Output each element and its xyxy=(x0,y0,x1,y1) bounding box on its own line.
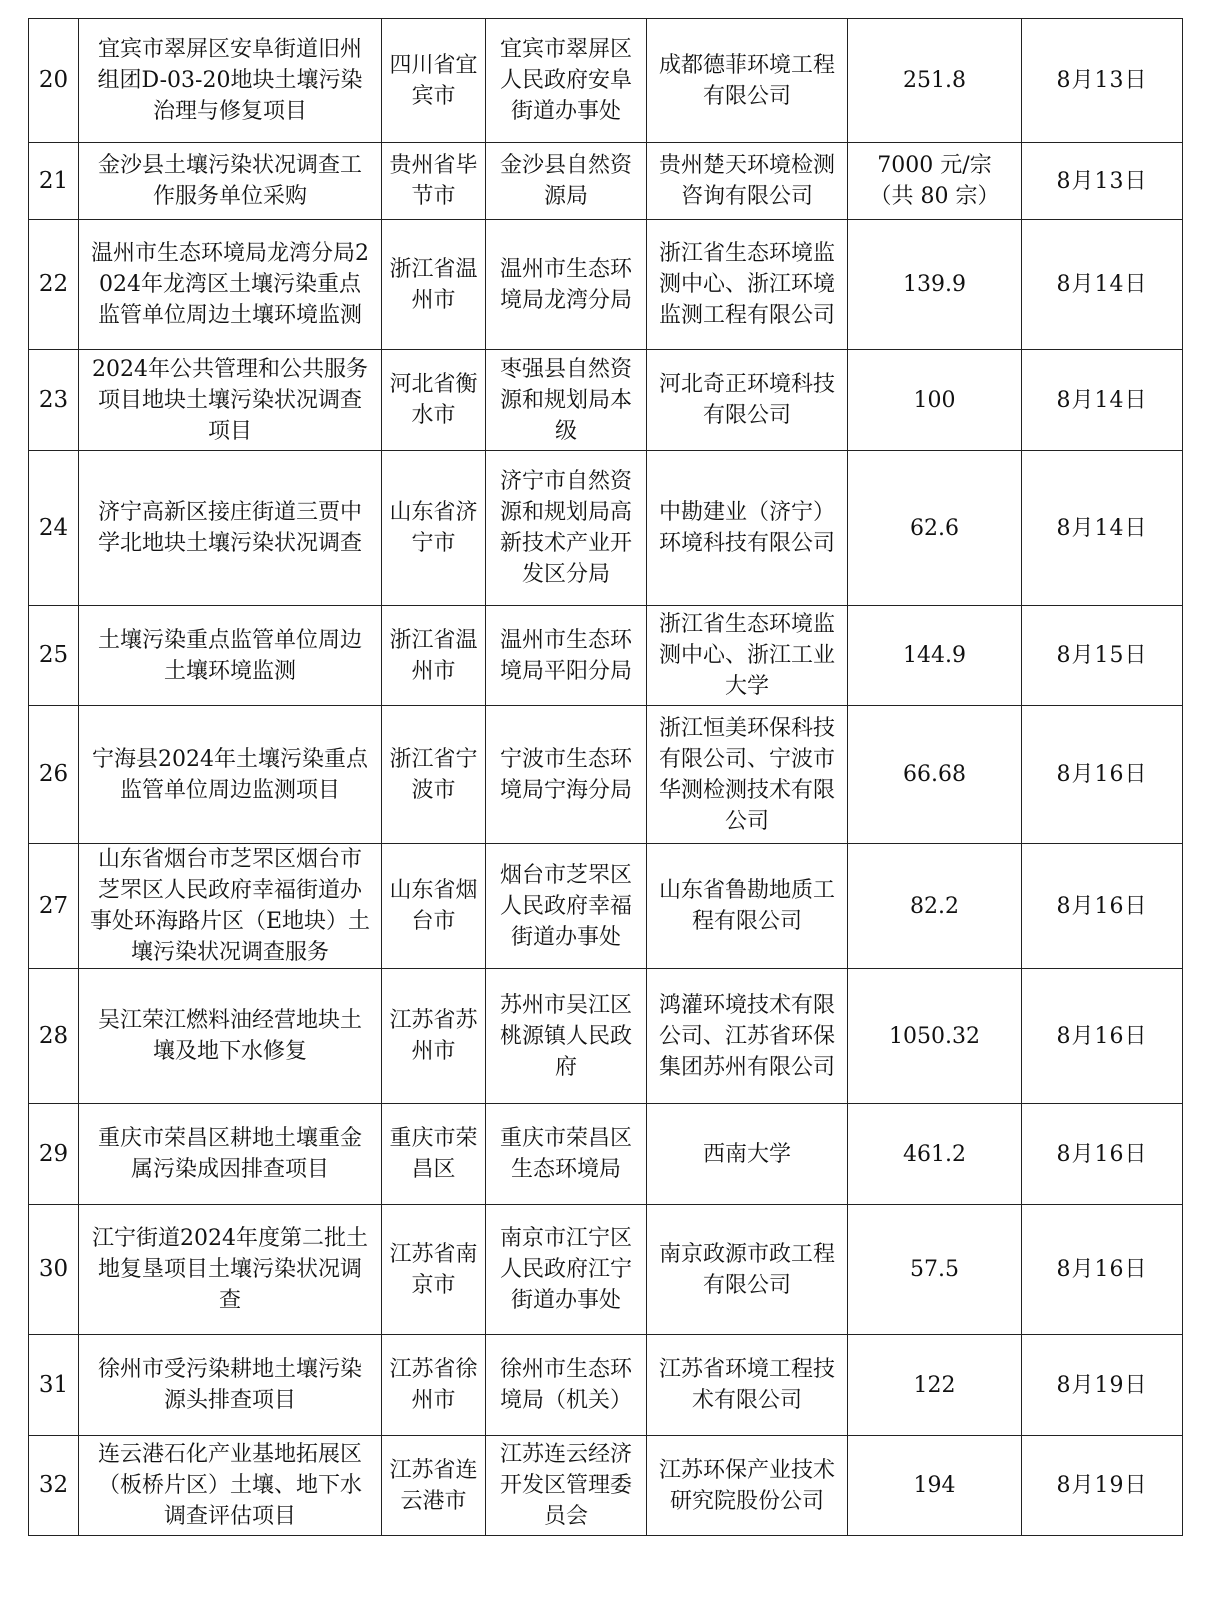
purchaser-cell: 宁波市生态环境局宁海分局 xyxy=(486,706,647,844)
table-row xyxy=(29,1436,1183,1536)
winning-bidder-cell: 浙江省生态环境监测中心、浙江工业大学 xyxy=(647,606,848,706)
region-cell: 重庆市荣昌区 xyxy=(382,1104,486,1205)
winning-bidder-cell: 浙江省生态环境监测中心、浙江环境监测工程有限公司 xyxy=(647,220,848,350)
region-cell: 山东省济宁市 xyxy=(382,451,486,606)
project-name-cell: 连云港石化产业基地拓展区（板桥片区）土壤、地下水调查评估项目 xyxy=(79,1436,382,1536)
project-name-cell: 江宁街道2024年度第二批土地复垦项目土壤污染状况调查 xyxy=(79,1205,382,1335)
region-cell: 浙江省温州市 xyxy=(382,606,486,706)
row-number-cell: 25 xyxy=(29,606,79,706)
row-number-cell: 21 xyxy=(29,143,79,220)
purchaser-cell: 金沙县自然资源局 xyxy=(486,143,647,220)
region-cell: 山东省烟台市 xyxy=(382,844,486,969)
region-cell: 江苏省连云港市 xyxy=(382,1436,486,1536)
row-number-cell: 20 xyxy=(29,19,79,143)
announcement-date-cell: 8月16日 xyxy=(1022,1104,1183,1205)
region-cell: 河北省衡水市 xyxy=(382,350,486,451)
project-name-cell: 宁海县2024年土壤污染重点监管单位周边监测项目 xyxy=(79,706,382,844)
winning-bidder-cell: 西南大学 xyxy=(647,1104,848,1205)
bid-amount-cell: 62.6 xyxy=(848,451,1022,606)
bid-amount-cell: 251.8 xyxy=(848,19,1022,143)
winning-bidder-cell: 江苏环保产业技术研究院股份公司 xyxy=(647,1436,848,1536)
winning-bidder-cell: 江苏省环境工程技术有限公司 xyxy=(647,1335,848,1436)
table-row xyxy=(29,969,1183,1104)
purchaser-cell: 枣强县自然资源和规划局本级 xyxy=(486,350,647,451)
bid-amount-cell: 144.9 xyxy=(848,606,1022,706)
winning-bidder-cell: 河北奇正环境科技有限公司 xyxy=(647,350,848,451)
winning-bidder-cell: 成都德菲环境工程有限公司 xyxy=(647,19,848,143)
project-name-cell: 宜宾市翠屏区安阜街道旧州组团D-03-20地块土壤污染治理与修复项目 xyxy=(79,19,382,143)
table-row xyxy=(29,143,1183,220)
bid-amount-cell: 7000 元/宗 （共 80 宗） xyxy=(848,143,1022,220)
row-number-cell: 22 xyxy=(29,220,79,350)
announcement-date-cell: 8月16日 xyxy=(1022,706,1183,844)
project-name-cell: 济宁高新区接庄街道三贾中学北地块土壤污染状况调查 xyxy=(79,451,382,606)
project-name-cell: 徐州市受污染耕地土壤污染源头排查项目 xyxy=(79,1335,382,1436)
bid-amount-cell: 194 xyxy=(848,1436,1022,1536)
table-row xyxy=(29,1104,1183,1205)
table-row xyxy=(29,1205,1183,1335)
bid-amount-cell: 461.2 xyxy=(848,1104,1022,1205)
winning-bidder-cell: 南京政源市政工程有限公司 xyxy=(647,1205,848,1335)
region-cell: 浙江省宁波市 xyxy=(382,706,486,844)
purchaser-cell: 温州市生态环境局龙湾分局 xyxy=(486,220,647,350)
purchaser-cell: 苏州市吴江区桃源镇人民政府 xyxy=(486,969,647,1104)
table-row xyxy=(29,606,1183,706)
announcement-date-cell: 8月19日 xyxy=(1022,1335,1183,1436)
announcement-date-cell: 8月13日 xyxy=(1022,143,1183,220)
project-name-cell: 金沙县土壤污染状况调查工作服务单位采购 xyxy=(79,143,382,220)
purchaser-cell: 宜宾市翠屏区人民政府安阜街道办事处 xyxy=(486,19,647,143)
table-row xyxy=(29,844,1183,969)
bid-amount-cell: 66.68 xyxy=(848,706,1022,844)
announcement-date-cell: 8月14日 xyxy=(1022,220,1183,350)
row-number-cell: 30 xyxy=(29,1205,79,1335)
bid-amount-cell: 1050.32 xyxy=(848,969,1022,1104)
row-number-cell: 23 xyxy=(29,350,79,451)
purchaser-cell: 南京市江宁区人民政府江宁街道办事处 xyxy=(486,1205,647,1335)
announcement-date-cell: 8月14日 xyxy=(1022,350,1183,451)
winning-bidder-cell: 贵州楚天环境检测咨询有限公司 xyxy=(647,143,848,220)
procurement-results-table xyxy=(28,18,1183,1536)
row-number-cell: 24 xyxy=(29,451,79,606)
winning-bidder-cell: 中勘建业（济宁）环境科技有限公司 xyxy=(647,451,848,606)
announcement-date-cell: 8月16日 xyxy=(1022,844,1183,969)
table-row xyxy=(29,350,1183,451)
bid-amount-cell: 122 xyxy=(848,1335,1022,1436)
project-name-cell: 2024年公共管理和公共服务项目地块土壤污染状况调查项目 xyxy=(79,350,382,451)
announcement-date-cell: 8月19日 xyxy=(1022,1436,1183,1536)
table-row xyxy=(29,451,1183,606)
announcement-date-cell: 8月13日 xyxy=(1022,19,1183,143)
winning-bidder-cell: 鸿灌环境技术有限公司、江苏省环保集团苏州有限公司 xyxy=(647,969,848,1104)
bid-amount-cell: 57.5 xyxy=(848,1205,1022,1335)
purchaser-cell: 重庆市荣昌区生态环境局 xyxy=(486,1104,647,1205)
region-cell: 浙江省温州市 xyxy=(382,220,486,350)
purchaser-cell: 徐州市生态环境局（机关） xyxy=(486,1335,647,1436)
purchaser-cell: 烟台市芝罘区人民政府幸福街道办事处 xyxy=(486,844,647,969)
region-cell: 江苏省徐州市 xyxy=(382,1335,486,1436)
project-name-cell: 吴江荣江燃料油经营地块土壤及地下水修复 xyxy=(79,969,382,1104)
project-name-cell: 重庆市荣昌区耕地土壤重金属污染成因排查项目 xyxy=(79,1104,382,1205)
region-cell: 贵州省毕节市 xyxy=(382,143,486,220)
purchaser-cell: 济宁市自然资源和规划局高新技术产业开发区分局 xyxy=(486,451,647,606)
row-number-cell: 28 xyxy=(29,969,79,1104)
bid-amount-cell: 82.2 xyxy=(848,844,1022,969)
bid-amount-cell: 139.9 xyxy=(848,220,1022,350)
table-row xyxy=(29,19,1183,143)
row-number-cell: 26 xyxy=(29,706,79,844)
region-cell: 江苏省苏州市 xyxy=(382,969,486,1104)
project-name-cell: 土壤污染重点监管单位周边土壤环境监测 xyxy=(79,606,382,706)
announcement-date-cell: 8月16日 xyxy=(1022,969,1183,1104)
bid-amount-cell: 100 xyxy=(848,350,1022,451)
purchaser-cell: 江苏连云经济开发区管理委员会 xyxy=(486,1436,647,1536)
project-name-cell: 温州市生态环境局龙湾分局2024年龙湾区土壤污染重点监管单位周边土壤环境监测 xyxy=(79,220,382,350)
winning-bidder-cell: 浙江恒美环保科技有限公司、宁波市华测检测技术有限公司 xyxy=(647,706,848,844)
project-name-cell: 山东省烟台市芝罘区烟台市芝罘区人民政府幸福街道办事处环海路片区（E地块）土壤污染状况调查服务 xyxy=(79,844,382,969)
table-row xyxy=(29,706,1183,844)
region-cell: 江苏省南京市 xyxy=(382,1205,486,1335)
announcement-date-cell: 8月15日 xyxy=(1022,606,1183,706)
row-number-cell: 29 xyxy=(29,1104,79,1205)
row-number-cell: 31 xyxy=(29,1335,79,1436)
announcement-date-cell: 8月14日 xyxy=(1022,451,1183,606)
table-row xyxy=(29,1335,1183,1436)
region-cell: 四川省宜宾市 xyxy=(382,19,486,143)
table-row xyxy=(29,220,1183,350)
purchaser-cell: 温州市生态环境局平阳分局 xyxy=(486,606,647,706)
row-number-cell: 27 xyxy=(29,844,79,969)
announcement-date-cell: 8月16日 xyxy=(1022,1205,1183,1335)
row-number-cell: 32 xyxy=(29,1436,79,1536)
winning-bidder-cell: 山东省鲁勘地质工程有限公司 xyxy=(647,844,848,969)
